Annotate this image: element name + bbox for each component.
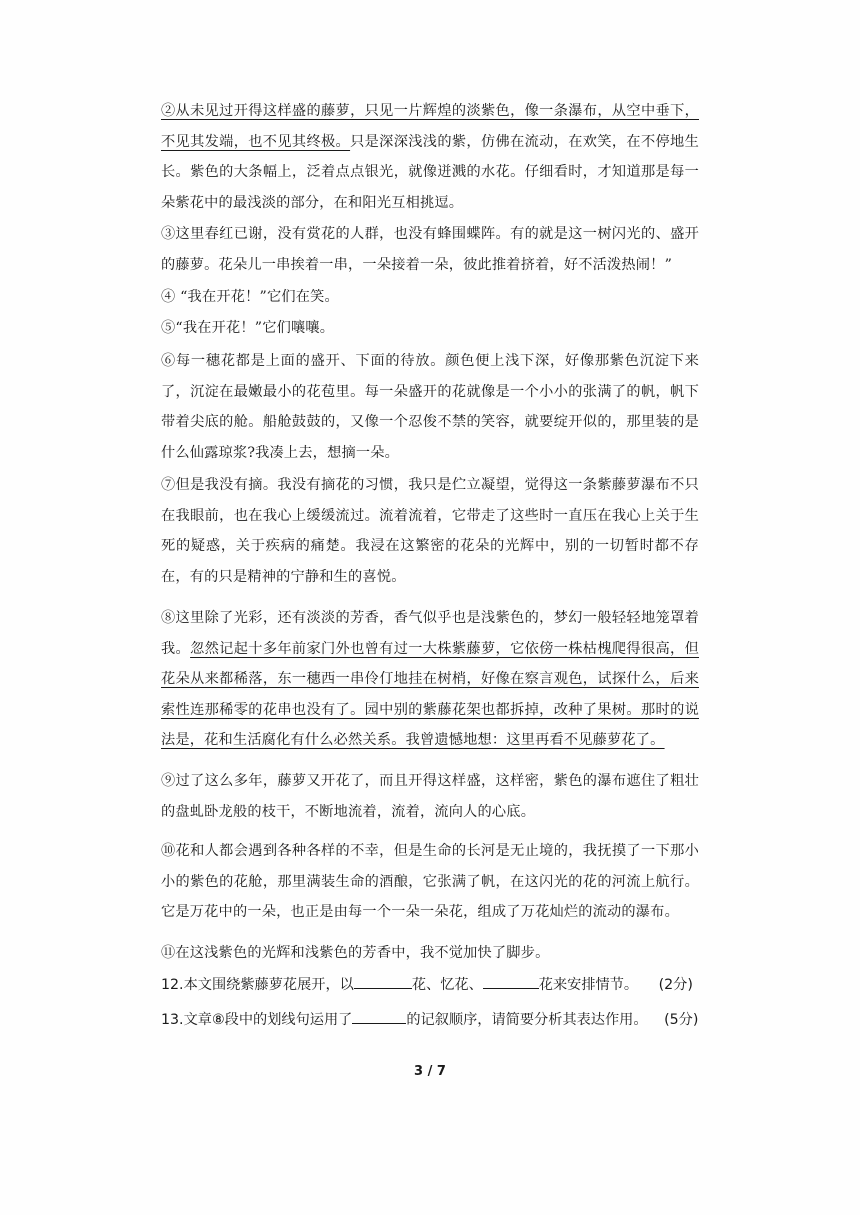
paragraph-3: ③这里春红已谢，没有赏花的人群，也没有蜂围蝶阵。有的就是这一树闪光的、盛开的藤萝。花朵儿一串挨着一串，一朵接着一朵，彼此推着挤着，好不活泼热闹！” [161, 226, 699, 273]
paragraph-text: 只是深深浅浅的紫，仿佛在流动，在欢笑，在不停地生长。紫色的大条幅上，泛着点点银光，就像迸溅的水花。仔细看时，才知道那是每一朵紫花中的最浅淡的部分，在和阳光互相挑逗。 [161, 133, 699, 211]
score-label: (2分) [658, 977, 693, 993]
score-label: (5分) [664, 1012, 699, 1028]
question-text: 12.本文围绕紫藤萝花展开，以 [161, 977, 354, 993]
question-text: 的记叙顺序，请简要分析其表达作用。 [406, 1012, 648, 1028]
paragraph-6: ⑥每一穗花都是上面的盛开、下面的待放。颜色便上浅下深，好像那紫色沉淀下来了，沉淀在最嫩最小的花苞里。每一朵盛开的花就像是一个小小的张满了的帆，帆下带着尖底的舱。船舱鼓鼓的，又像一个忍俊不禁的笑容，就要绽开似的，那里装的是什么仙露琼浆?我凑上去，想摘一朵。 [161, 353, 699, 461]
page-number: 3 / 7 [414, 1064, 446, 1079]
paragraph-10: ⑩花和人都会遇到各种各样的不幸，但是生命的长河是无止境的，我抚摸了一下那小小的紫色的花舱，那里满装生命的酒酿，它张满了帆，在这闪光的花的河流上航行。它是万花中的一朵，也正是由每一个一朵一朵花，组成了万花灿烂的流动的瀑布。 [161, 843, 699, 920]
question-text: 花来安排情节。 [538, 977, 639, 993]
paragraph-7: ⑦但是我没有摘。我没有摘花的习惯，我只是伫立凝望，觉得这一条紫藤萝瀑布不只在我眼前，也在我心上缓缓流过。流着流着，它带走了这些时一直压在我心上关于生死的疑惑，关于疾病的痛楚。我浸在这繁密的花朵的光辉中，别的一切暂时都不存在，有的只是精神的宁静和生的喜悦。 [161, 477, 699, 585]
paragraph-text: ⑧这里除了光彩，还有淡淡的芳香，香气似乎也是浅紫色的，梦幻一般轻轻地笼罩着我。 [161, 610, 699, 657]
underlined-sentence: 忽然记起十多年前家门外也曾有过一大株紫藤萝，它依傍一株枯槐爬得很高，但花朵从来都稀落，东一穗西一串伶仃地挂在树梢，好像在察言观色，试探什么，后来索性连那稀零的花串也没有了。园中别的紫藤花架也都拆掉，改种了果树。那时的说法是，花和生活腐化有什么必然关系。我曾遗憾地想：这里再看不见藤萝花了。 [161, 640, 699, 748]
paragraph-2 [161, 96, 699, 218]
answer-blank[interactable] [352, 1009, 406, 1024]
question-13 [161, 1007, 698, 1033]
question-text: 13.文章⑧段中的划线句运用了 [161, 1012, 353, 1028]
answer-blank[interactable] [483, 974, 539, 989]
paragraph-8 [161, 603, 699, 756]
underlined-sentence: ②从未见过开得这样盛的藤萝，只见一片辉煌的淡紫色，像一条瀑布，从空中垂下，不见其发端，也不见其终极。 [161, 103, 699, 150]
paragraph-5: ⑤“我在开花！”它们嚷嚷。 [161, 320, 335, 336]
paragraph-9: ⑨过了这么多年，藤萝又开花了，而且开得这样盛，这样密，紫色的瀑布遮住了粗壮的盘虬卧龙般的枝干，不断地流着，流着，流向人的心底。 [161, 773, 699, 820]
question-12 [161, 972, 693, 998]
paragraph-4: ④ “我在开花！”它们在笑。 [161, 289, 339, 305]
question-text: 花、忆花、 [411, 977, 483, 993]
answer-blank[interactable] [354, 974, 412, 989]
paragraph-11: ⑪在这浅紫色的光辉和浅紫色的芳香中，我不觉加快了脚步。 [161, 945, 550, 961]
